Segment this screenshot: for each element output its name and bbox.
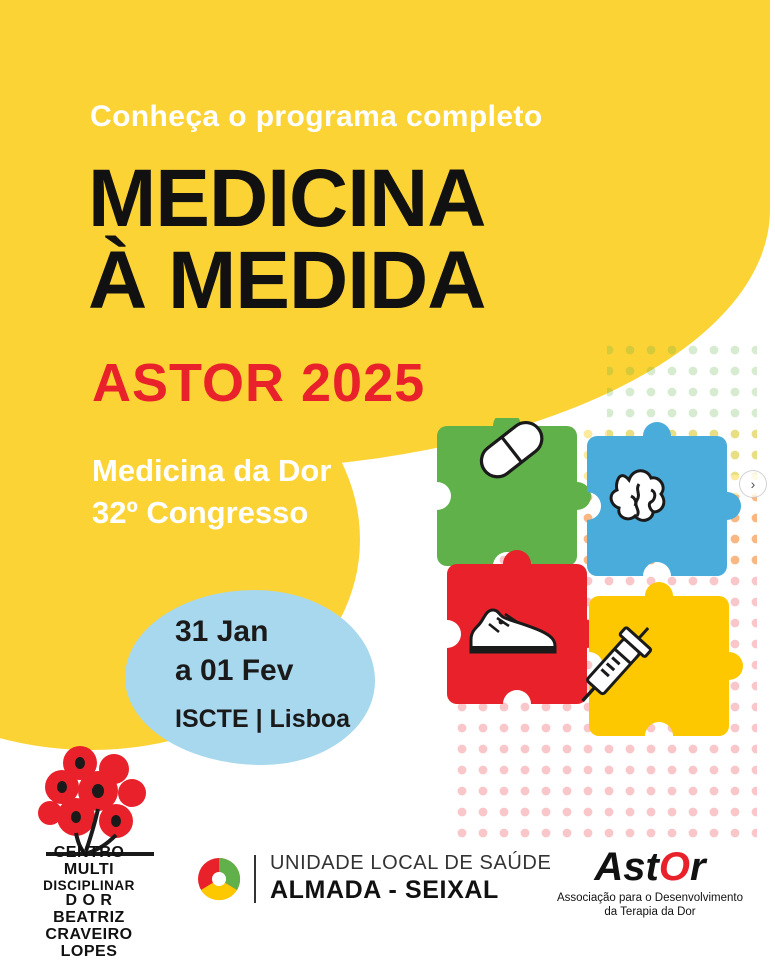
- event-date-line-1: 31 Jan: [175, 615, 269, 648]
- event-name-line-1: Medicina da Dor: [92, 453, 332, 488]
- puzzle-piece-syringe: [570, 582, 743, 736]
- astor-wordmark-o: O: [658, 845, 690, 889]
- brain-icon: [611, 471, 664, 521]
- event-venue: ISCTE | Lisboa: [175, 705, 351, 733]
- headline-line-2: À MEDIDA: [88, 234, 486, 326]
- puzzle-illustration: [429, 418, 749, 748]
- puzzle-piece-pill: [437, 418, 591, 566]
- logo-cmd-wordmark: [34, 845, 144, 961]
- logo-astor: [545, 845, 755, 920]
- astor-wordmark: [594, 845, 705, 890]
- logo-cmd-line-7: LOPES: [60, 943, 118, 961]
- logo-cmd-line-3: DISCIPLINAR: [43, 877, 135, 893]
- uls-wordmark: [270, 852, 551, 905]
- event-name-line-2: 32º Congresso: [92, 494, 309, 530]
- puzzle-piece-brain: [587, 422, 741, 576]
- astor-tagline: [545, 891, 755, 920]
- poster-headline: [88, 153, 486, 326]
- logo-cmd-line-1: CENTRO: [53, 844, 125, 861]
- poppy-flowers-icon: [38, 746, 154, 856]
- uls-line-1: UNIDADE LOCAL DE SAÚDE: [270, 852, 552, 874]
- puzzle-piece-shoe: [447, 550, 601, 704]
- poster-event-name: [92, 450, 331, 534]
- headline-line-1: MEDICINA: [88, 153, 486, 244]
- astor-tagline-line-1: Associação para o Desenvolvimento: [556, 892, 744, 904]
- logo-cmd-line-6: CRAVEIRO: [45, 926, 133, 944]
- event-date: [175, 612, 293, 690]
- uls-line-2: ALMADA - SEIXAL: [270, 876, 499, 904]
- astor-wordmark-part2: r: [690, 845, 706, 889]
- astor-wordmark-part1: Ast: [594, 845, 659, 889]
- logo-cmd-line-2: MULTI: [63, 860, 115, 878]
- uls-divider: [254, 855, 256, 903]
- event-date-line-2: a 01 Fev: [175, 654, 294, 687]
- logo-cmd-line-4: D O R: [65, 892, 113, 910]
- poster-kicker: Conheça o programa completo: [90, 100, 543, 133]
- carousel-next-button[interactable]: ›: [739, 470, 767, 498]
- logo-cmd-line-5: BEATRIZ: [53, 909, 125, 927]
- uls-circle-icon: [196, 856, 242, 902]
- poster-subheadline: ASTOR 2025: [92, 353, 426, 413]
- astor-tagline-line-2: da Terapia da Dor: [604, 906, 696, 919]
- logo-unidade-local-saude: [196, 852, 551, 905]
